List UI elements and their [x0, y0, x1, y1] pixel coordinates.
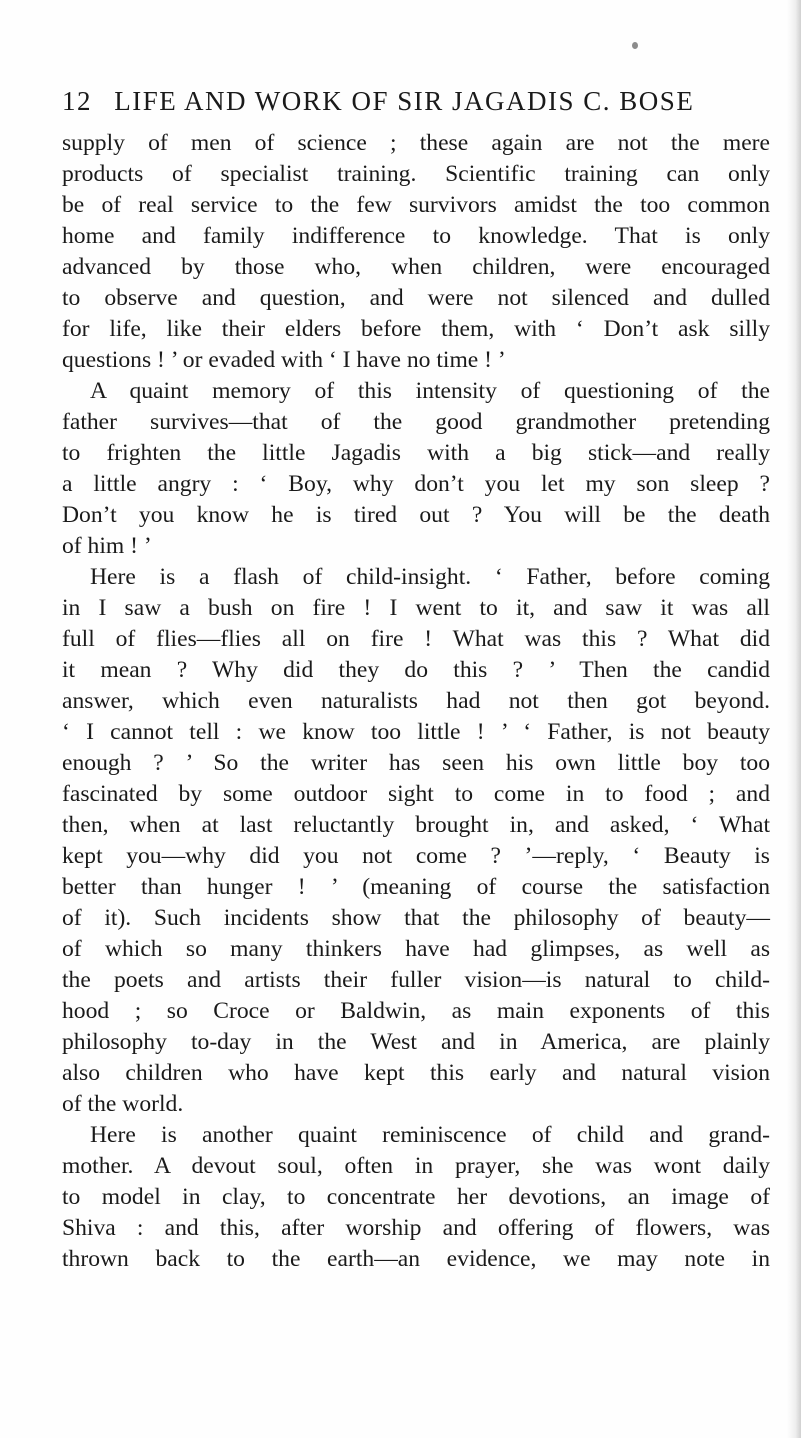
- ink-speck: [632, 42, 638, 49]
- text-line: a little angry : ‘ Boy, why don’t you let my son sleep ?: [62, 471, 770, 497]
- text-line: be of real service to the few survivors amidst the too common: [62, 192, 770, 218]
- text-line: Here is a flash of child-insight. ‘ Father, before coming: [90, 564, 770, 590]
- text-line: kept you—why did you not come ? ’—reply, ‘ Beauty is: [62, 843, 770, 869]
- paragraph: [62, 376, 770, 562]
- body-text: [62, 128, 770, 1275]
- text-line: advanced by those who, when children, were encouraged: [62, 254, 770, 280]
- text-line: then, when at last reluctantly brought in, and asked, ‘ What: [62, 812, 770, 838]
- text-line: ‘ I cannot tell : we know too little ! ’ ‘ Father, is not beauty: [62, 719, 770, 745]
- text-line: better than hunger ! ’ (meaning of course the satisfaction: [62, 874, 770, 900]
- text-line: of which so many thinkers have had glimpses, as well as: [62, 936, 770, 962]
- text-line: A quaint memory of this intensity of questioning of the: [90, 378, 770, 404]
- text-line: supply of men of science ; these again are not the mere: [62, 130, 770, 156]
- text-line: enough ? ’ So the writer has seen his own little boy too: [62, 750, 770, 776]
- text-line: philosophy to-day in the West and in America, are plainly: [62, 1029, 770, 1055]
- text-line: also children who have kept this early and natural vision: [62, 1060, 770, 1086]
- text-line: fascinated by some outdoor sight to come in to food ; and: [62, 781, 770, 807]
- text-line: hood ; so Croce or Baldwin, as main exponents of this: [62, 998, 770, 1024]
- text-line: in I saw a bush on fire ! I went to it, and saw it was all: [62, 595, 770, 621]
- text-line: home and family indifference to knowledge. That is only: [62, 223, 770, 249]
- text-line: Shiva : and this, after worship and offering of flowers, was: [62, 1215, 770, 1241]
- text-line: full of flies—flies all on fire ! What was this ? What did: [62, 626, 770, 652]
- text-line: answer, which even naturalists had not then got beyond.: [62, 688, 770, 714]
- text-line: for life, like their elders before them, with ‘ Don’t ask silly: [62, 316, 770, 342]
- text-line: of the world.: [62, 1091, 184, 1117]
- text-line: the poets and artists their fuller vision—is natural to child-: [62, 967, 770, 993]
- running-title: LIFE AND WORK OF SIR JAGADIS C. BOSE: [114, 86, 695, 116]
- page-number: 12: [62, 86, 92, 116]
- text-line: to model in clay, to concentrate her devotions, an image of: [62, 1184, 770, 1210]
- text-line: to frighten the little Jagadis with a big stick—and really: [62, 440, 770, 466]
- running-head: [62, 86, 762, 126]
- text-line: father survives—that of the good grandmother pretending: [62, 409, 770, 435]
- text-line: it mean ? Why did they do this ? ’ Then the candid: [62, 657, 770, 683]
- paragraph: [62, 1120, 770, 1275]
- text-line: of it). Such incidents show that the philosophy of beauty—: [62, 905, 770, 931]
- text-line: Don’t you know he is tired out ? You will be the death: [62, 502, 770, 528]
- text-line: to observe and question, and were not silenced and dulled: [62, 285, 770, 311]
- text-line: thrown back to the earth—an evidence, we may note in: [62, 1246, 770, 1272]
- text-line: of him ! ’: [62, 533, 152, 559]
- text-line: questions ! ’ or evaded with ‘ I have no time ! ’: [62, 347, 506, 373]
- paragraph: [62, 562, 770, 1120]
- text-line: products of specialist training. Scientific training can only: [62, 161, 770, 187]
- paragraph: [62, 128, 770, 376]
- page-edge-shadow: [787, 0, 801, 1438]
- text-line: Here is another quaint reminiscence of child and grand-: [90, 1122, 770, 1148]
- text-line: mother. A devout soul, often in prayer, she was wont daily: [62, 1153, 770, 1179]
